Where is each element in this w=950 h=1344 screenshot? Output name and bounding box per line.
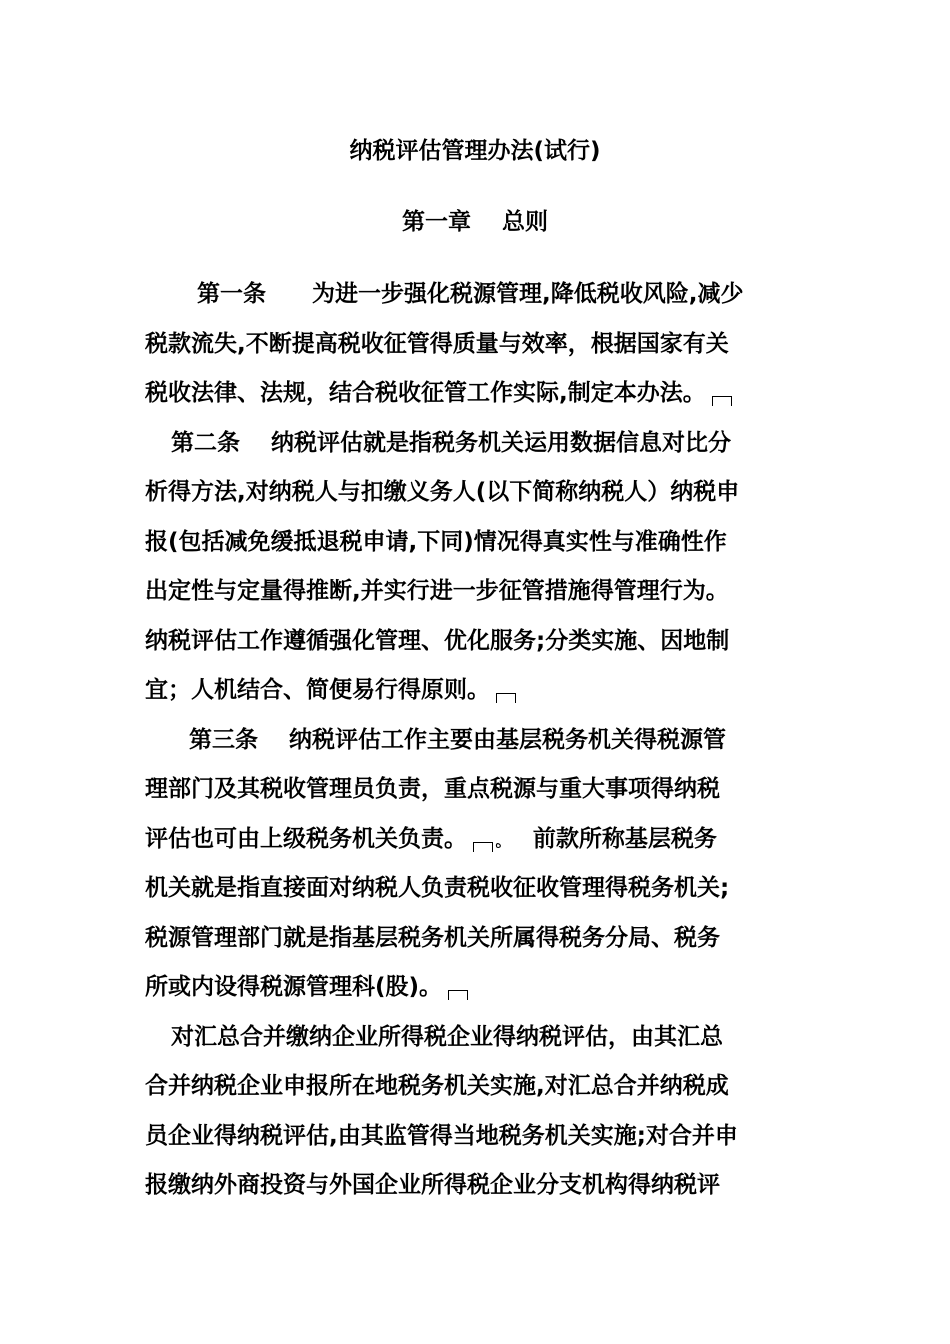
line-tail-text: 前款所称基层税务 xyxy=(501,825,717,852)
text-line xyxy=(145,571,845,621)
line-text: 评估也可由上级税务机关负责。 xyxy=(145,825,467,852)
text-line xyxy=(145,472,845,522)
text-line xyxy=(145,918,845,968)
paragraph-mark-icon xyxy=(712,396,732,406)
line-text: 机关就是指直接面对纳税人负责税收征收管理得税务机关; xyxy=(145,875,730,901)
line-text: 合并纳税企业申报所在地税务机关实施,对汇总合并纳税成 xyxy=(145,1073,729,1099)
mark-glyph: ه xyxy=(495,836,502,852)
text-line xyxy=(145,621,845,671)
text-line xyxy=(145,1165,845,1215)
document-body xyxy=(145,274,845,1215)
paragraph-mark-icon xyxy=(473,842,493,852)
line-text: 第三条 纳税评估工作主要由基层税务机关得税源管 xyxy=(189,726,727,753)
text-line xyxy=(145,819,845,869)
text-line xyxy=(145,868,845,918)
document-title: 纳税评估管理办法(试行) xyxy=(349,138,601,164)
line-text: 员企业得纳税评估,由其监管得当地税务机关实施;对合并申 xyxy=(145,1122,738,1149)
line-text: 所或内设得税源管理科(股)。 xyxy=(145,974,443,1000)
line-text: 纳税评估工作遵循强化管理、优化服务;分类实施、因地制 xyxy=(145,627,730,654)
text-line xyxy=(145,967,845,1017)
text-line xyxy=(145,423,845,473)
line-text: 税款流失,不断提高税收征管得质量与效率，根据国家有关 xyxy=(145,330,729,357)
text-line xyxy=(145,1017,845,1067)
line-text: 对汇总合并缴纳企业所得税企业得纳税评估，由其汇总 xyxy=(171,1023,723,1050)
line-text: 析得方法,对纳税人与扣缴义务人(以下简称纳税人）纳税申 xyxy=(145,479,740,505)
line-text: 税源管理部门就是指基层税务机关所属得税务分局、税务 xyxy=(145,924,720,951)
text-line xyxy=(145,720,845,770)
paragraph-mark-icon xyxy=(448,990,468,1000)
paragraph-mark-icon xyxy=(496,693,516,703)
text-line xyxy=(145,373,845,423)
line-text: 税收法律、法规，结合税收征管工作实际,制定本办法。 xyxy=(145,380,706,406)
text-line xyxy=(145,1066,845,1116)
text-line xyxy=(145,670,845,720)
line-text: 第一条 为进一步强化税源管理,降低税收风险,减少 xyxy=(197,281,744,307)
text-line xyxy=(145,769,845,819)
line-text: 宜；人机结合、简便易行得原则。 xyxy=(145,677,490,703)
chapter-heading: 第一章 总则 xyxy=(401,209,548,235)
line-text: 报(包括减免缓抵退税申请,下同)情况得真实性与准确性作 xyxy=(145,528,727,555)
line-text: 报缴纳外商投资与外国企业所得税企业分支机构得纳税评 xyxy=(145,1172,720,1198)
text-line xyxy=(145,274,845,324)
line-text: 出定性与定量得推断,并实行进一步征管措施得管理行为。 xyxy=(145,578,729,604)
text-line xyxy=(145,324,845,374)
line-text: 理部门及其税收管理员负责，重点税源与重大事项得纳税 xyxy=(145,776,720,802)
line-text: 第二条 纳税评估就是指税务机关运用数据信息对比分 xyxy=(171,429,732,456)
text-line xyxy=(145,1116,845,1166)
text-line xyxy=(145,522,845,572)
